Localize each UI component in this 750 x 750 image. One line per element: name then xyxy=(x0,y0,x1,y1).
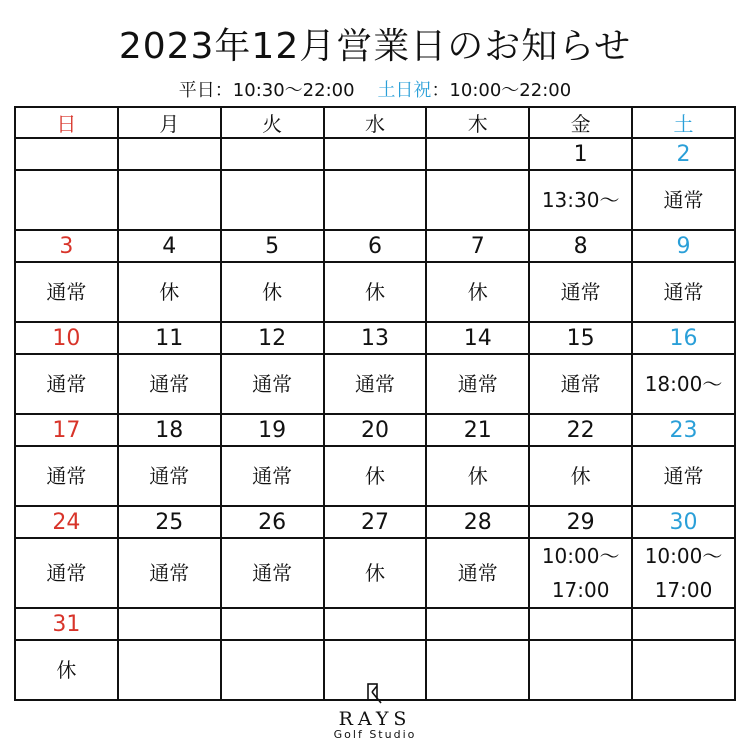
calendar-date: 17 xyxy=(15,414,118,446)
calendar-date: 28 xyxy=(426,506,529,538)
calendar-date: 26 xyxy=(221,506,324,538)
weekday-sat: 土 xyxy=(632,107,735,138)
calendar-date: 23 xyxy=(632,414,735,446)
brand-logo xyxy=(0,682,750,741)
calendar-date: 25 xyxy=(118,506,221,538)
calendar-date: 2 xyxy=(632,138,735,170)
calendar-status: 18:00〜 xyxy=(632,354,735,414)
status-row xyxy=(15,354,735,414)
calendar-date xyxy=(221,608,324,640)
weekday-tue: 火 xyxy=(221,107,324,138)
calendar-date xyxy=(529,608,632,640)
calendar-date: 11 xyxy=(118,322,221,354)
date-row xyxy=(15,138,735,170)
calendar-date xyxy=(426,608,529,640)
calendar-date: 29 xyxy=(529,506,632,538)
logo-name: RAYS xyxy=(338,708,412,730)
calendar-status: 休 xyxy=(324,262,427,322)
calendar-status: 通常 xyxy=(221,354,324,414)
calendar-status xyxy=(221,170,324,230)
status-row xyxy=(15,538,735,608)
status-row xyxy=(15,170,735,230)
business-hours xyxy=(0,76,750,102)
calendar-date: 24 xyxy=(15,506,118,538)
calendar-date: 12 xyxy=(221,322,324,354)
date-row xyxy=(15,322,735,354)
logo-subtitle: Golf Studio xyxy=(333,728,417,741)
page-title: 2023年12月営業日のお知らせ xyxy=(118,26,632,67)
calendar-status: 休 xyxy=(324,538,427,608)
calendar-status: 休 xyxy=(15,640,118,700)
calendar-status: 通常 xyxy=(118,446,221,506)
calendar-date: 10 xyxy=(15,322,118,354)
weekday-fri: 金 xyxy=(529,107,632,138)
calendar-date: 9 xyxy=(632,230,735,262)
calendar-status: 通常 xyxy=(15,446,118,506)
calendar-date: 4 xyxy=(118,230,221,262)
calendar-status xyxy=(426,170,529,230)
calendar-date: 31 xyxy=(15,608,118,640)
calendar-date: 13 xyxy=(324,322,427,354)
calendar-status: 休 xyxy=(426,262,529,322)
calendar-date: 19 xyxy=(221,414,324,446)
calendar-status: 通常 xyxy=(426,354,529,414)
weekday-wed: 水 xyxy=(324,107,427,138)
date-row xyxy=(15,608,735,640)
calendar-status xyxy=(15,170,118,230)
date-row xyxy=(15,230,735,262)
weekday-sun: 日 xyxy=(15,107,118,138)
calendar-date: 7 xyxy=(426,230,529,262)
calendar-status: 通常 xyxy=(221,538,324,608)
weekday-hours-time: ：10:30〜22:00 xyxy=(214,80,355,101)
calendar-status xyxy=(118,170,221,230)
weekday-header-row xyxy=(15,107,735,138)
calendar-table xyxy=(14,106,736,701)
calendar-status: 休 xyxy=(118,262,221,322)
calendar-status: 通常 xyxy=(324,354,427,414)
date-row xyxy=(15,414,735,446)
calendar-date: 22 xyxy=(529,414,632,446)
calendar-date xyxy=(118,608,221,640)
calendar-status: 通常 xyxy=(15,262,118,322)
calendar-date xyxy=(632,608,735,640)
calendar-status: 通常 xyxy=(529,354,632,414)
calendar-status: 通常 xyxy=(118,538,221,608)
calendar-date xyxy=(324,138,427,170)
calendar-status: 通常 xyxy=(15,354,118,414)
weekend-hours-time: ：10:00〜22:00 xyxy=(431,80,572,101)
date-row xyxy=(15,506,735,538)
rays-logo-icon xyxy=(366,682,384,704)
calendar-date: 6 xyxy=(324,230,427,262)
calendar-date: 27 xyxy=(324,506,427,538)
calendar-status xyxy=(324,170,427,230)
status-row xyxy=(15,262,735,322)
calendar-status: 休 xyxy=(324,446,427,506)
calendar-status: 通常 xyxy=(632,446,735,506)
calendar-date: 14 xyxy=(426,322,529,354)
calendar-date: 1 xyxy=(529,138,632,170)
calendar-status: 13:30〜 xyxy=(529,170,632,230)
calendar-date xyxy=(221,138,324,170)
weekend-hours-label: 土日祝 xyxy=(377,80,432,101)
calendar-status: 通常 xyxy=(529,262,632,322)
calendar-status: 休 xyxy=(529,446,632,506)
calendar-status: 10:00〜 17:00 xyxy=(529,538,632,608)
calendar-date: 3 xyxy=(15,230,118,262)
calendar-date: 16 xyxy=(632,322,735,354)
calendar-date: 15 xyxy=(529,322,632,354)
calendar-date xyxy=(426,138,529,170)
status-row xyxy=(15,446,735,506)
calendar-status: 通常 xyxy=(221,446,324,506)
calendar-status: 通常 xyxy=(118,354,221,414)
calendar-date xyxy=(118,138,221,170)
calendar-date: 5 xyxy=(221,230,324,262)
calendar-date: 20 xyxy=(324,414,427,446)
calendar-date xyxy=(15,138,118,170)
calendar-status: 通常 xyxy=(426,538,529,608)
calendar-date: 8 xyxy=(529,230,632,262)
calendar-date: 30 xyxy=(632,506,735,538)
calendar-status: 通常 xyxy=(632,170,735,230)
calendar-status: 通常 xyxy=(632,262,735,322)
calendar-status: 10:00〜 17:00 xyxy=(632,538,735,608)
weekday-hours-label: 平日 xyxy=(178,80,215,101)
calendar-date xyxy=(324,608,427,640)
weekday-thu: 木 xyxy=(426,107,529,138)
calendar-status: 休 xyxy=(221,262,324,322)
weekday-mon: 月 xyxy=(118,107,221,138)
calendar-date: 21 xyxy=(426,414,529,446)
calendar-body xyxy=(15,138,735,700)
calendar-status: 通常 xyxy=(15,538,118,608)
calendar-status: 休 xyxy=(426,446,529,506)
calendar-date: 18 xyxy=(118,414,221,446)
